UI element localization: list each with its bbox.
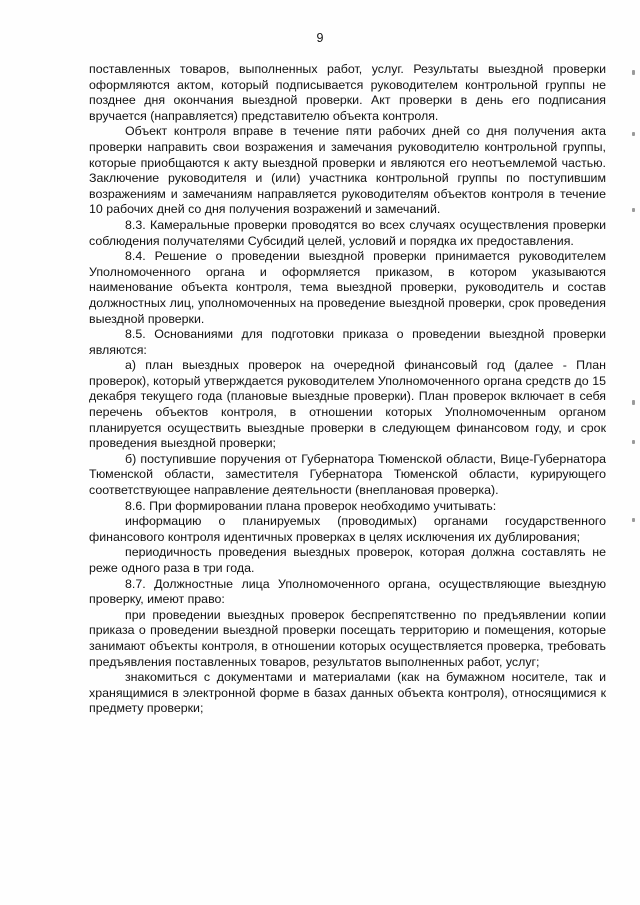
scan-artifact-mark (632, 518, 635, 522)
paragraph-8-5: 8.5. Основаниями для подготовки приказа о проведении выездной проверки являются: (89, 327, 606, 357)
paragraph-objections: Объект контроля вправе в течение пяти рабочих дней со дня получения акта проверки направить свои возражения и замечания руководителю контрольной группы, которые приобщаются к акту выездной проверки и являются его неотъемлемой частью. Заключение руководителя и (или) участника контрольной группы по поступившим возражениям и замечаниям направляется руководителям объектов контроля в течение 10 рабочих дней со дня получения возражений и замечаний. (89, 124, 606, 217)
paragraph-8-4: 8.4. Решение о проведении выездной проверки принимается руководителем Уполномоченного органа и оформляется приказом, в котором указываются наименование объекта контроля, тема выездной проверки, руководитель и состав должностных лиц, уполномоченных на проведение выездной проверки, срок проведения выездной проверки. (89, 249, 606, 326)
paragraph-8-6-periodicity: периодичность проведения выездных проверок, которая должна составлять не реже одного раза в три года. (89, 545, 606, 575)
paragraph-8-7-access: при проведении выездных проверок беспрепятственно по предъявлении копии приказа о проведении выездной проверки посещать территорию и помещения, которые занимают объекты контроля, в отношении которых осуществляется проверка, требовать предъявления поставленных товаров, результатов выполненных работ, услуг; (89, 607, 606, 669)
scan-artifact-mark (632, 208, 635, 212)
document-body (89, 62, 606, 717)
paragraph-8-5-b: б) поступившие поручения от Губернатора Тюменской области, Вице-Губернатора Тюменской области, заместителя Губернатора Тюменской области, курирующего соответствующее направление деятельности (внеплановая проверка). (89, 451, 606, 498)
paragraph-act-results: поставленных товаров, выполненных работ, услуг. Результаты выездной проверки оформляются актом, который подписывается руководителем контрольной группы не позднее дня окончания выездной проверки. Акт проверки в день его подписания вручается (направляется) представителю объекта контроля. (89, 62, 606, 123)
scan-artifact-mark (632, 400, 635, 405)
scan-artifact-mark (632, 440, 635, 444)
paragraph-8-6-info: информацию о планируемых (проводимых) органами государственного финансового контроля идентичных проверках в целях исключения их дублирования; (89, 514, 606, 544)
scan-artifact-mark (632, 70, 635, 75)
scan-artifact-mark (632, 132, 635, 136)
paragraph-8-5-a: а) план выездных проверок на очередной финансовый год (далее - План проверок), который утверждается руководителем Уполномоченного органа средств до 15 декабря текущего года (плановые выездные проверки). План проверок включает в себя перечень объектов контроля, в отношении которых Уполномоченным органом планируется осуществить выездные проверки в следующем финансовом году, и срок проведения выездной проверки; (89, 358, 606, 451)
paragraph-8-6: 8.6. При формировании плана проверок необходимо учитывать: (125, 498, 497, 513)
paragraph-8-7-documents: знакомиться с документами и материалами (как на бумажном носителе, так и хранящимися в электронной форме в базах данных объекта контроля), относящимися к предмету проверки; (89, 670, 606, 716)
page-number: 9 (316, 31, 324, 45)
paragraph-8-3: 8.3. Камеральные проверки проводятся во всех случаях осуществления проверки соблюдения получателями Субсидий целей, условий и порядка их предоставления. (89, 217, 606, 248)
paragraph-8-7: 8.7. Должностные лица Уполномоченного органа, осуществляющие выездную проверку, имеют право: (89, 576, 606, 607)
